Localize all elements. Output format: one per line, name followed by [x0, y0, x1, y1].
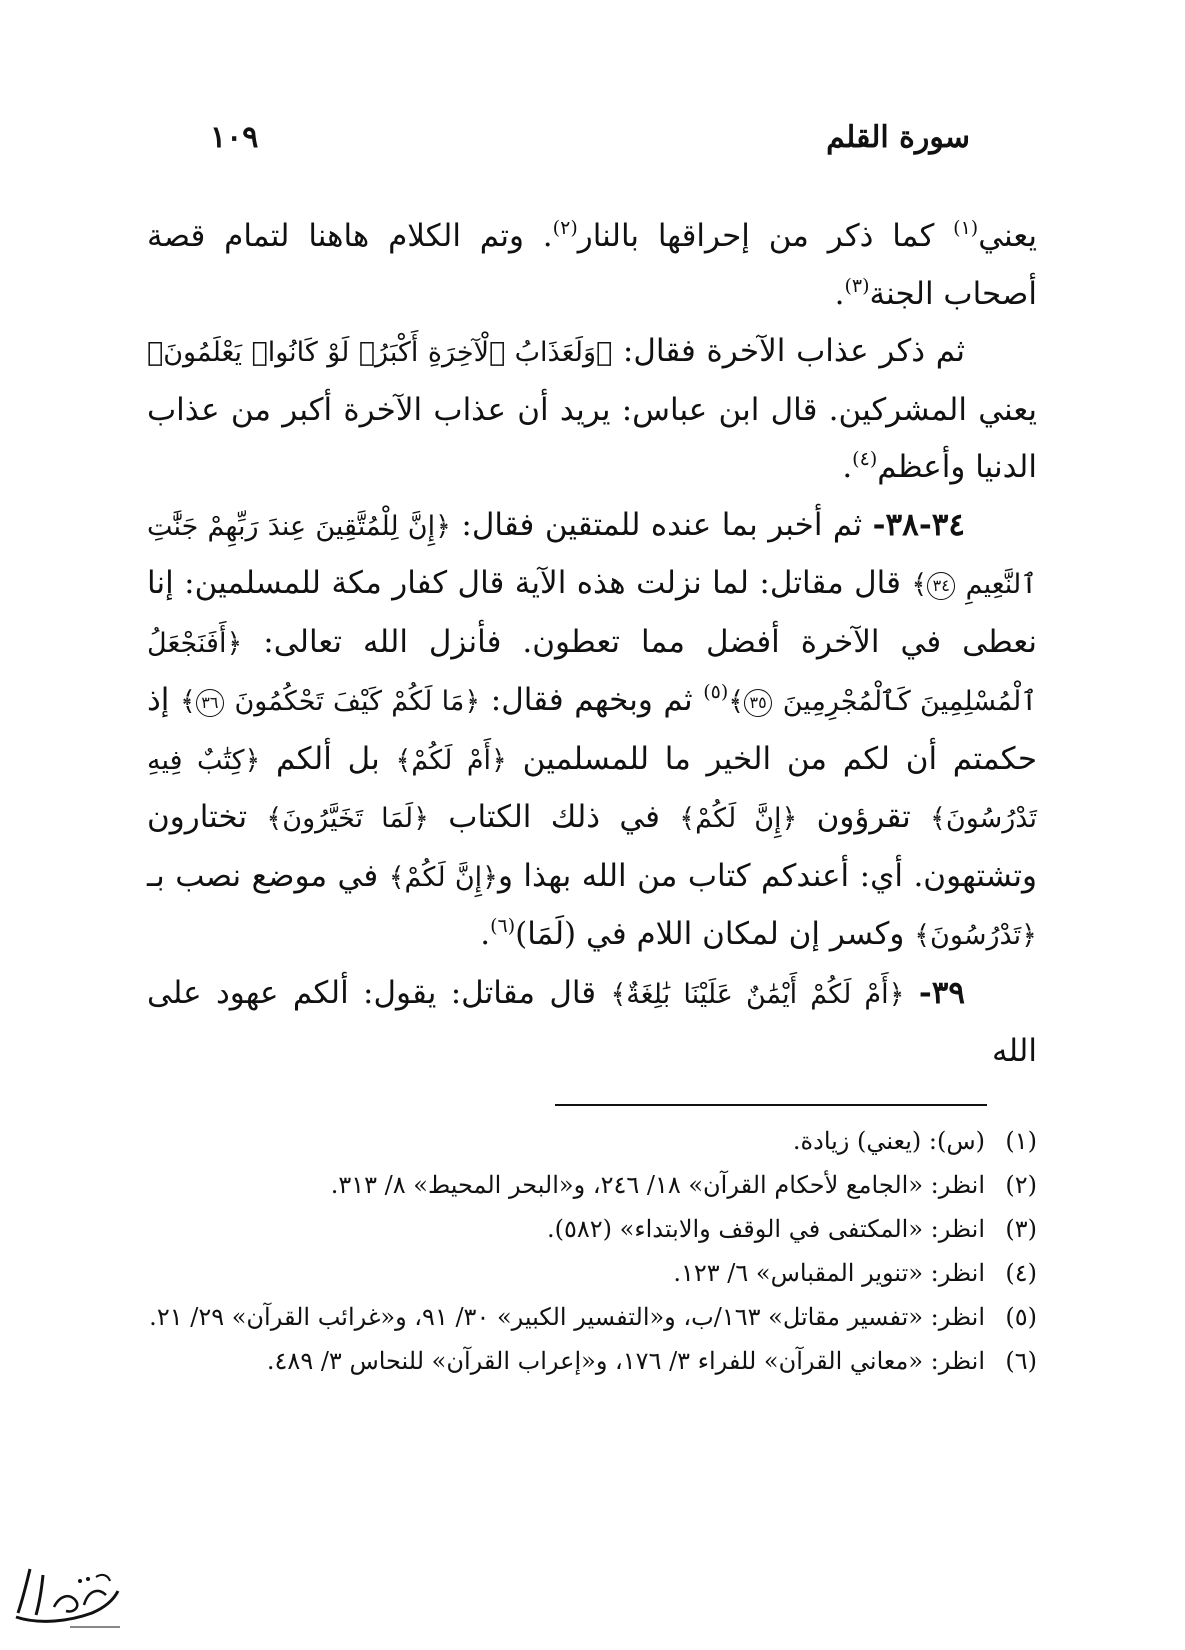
footnote-text: (س): (يعني) زيادة.: [792, 1127, 985, 1155]
footnote-ref-5: (٥): [703, 681, 729, 703]
paragraph-4: ٣٩- ﴿أَمْ لَكُمْ أَيْمَٰنٌ عَلَيْنَا بَٰلِغَةٌ﴾ قال مقاتل: يقول: ألكم عهود على الله: [147, 974, 1037, 1069]
footnote-number: (٤): [1005, 1259, 1037, 1287]
verse-number-marker: ٣٥: [744, 689, 772, 717]
footnote: [137, 1251, 1037, 1295]
footnote-number: (١): [1005, 1127, 1037, 1155]
paragraph-1: يعني$^{(١)}$ كما ذكر من إحراقها بالنار$^{(٢)}$. وتم الكلام هاهنا لتمام قصة أصحاب الجنة$^{(٣)}$.: [147, 217, 1037, 312]
footnote: [137, 1295, 1037, 1339]
footnote-separator: [555, 1104, 987, 1106]
quran-quote: ﴿إِنَّ لِلْمُتَّقِينَ عِندَ رَبِّهِمْ جَنَّٰتِ ٱلنَّعِيمِ: [147, 510, 1037, 600]
publisher-calligraphy-logo-icon: [10, 1555, 130, 1635]
footnote: [137, 1119, 1037, 1163]
footnote-number: (٥): [1005, 1303, 1037, 1331]
verse-number-marker: ٣٦: [196, 689, 224, 717]
quran-quote: ﴿وَلَعَذَابُ ٱلْآخِرَةِ أَكْبَرُۚ لَوْ كَانُوا۟ يَعْلَمُونَ﴾: [147, 337, 613, 368]
footnote-ref-2: (٢): [552, 217, 578, 239]
quran-quote: ﴿تَدْرُسُونَ﴾: [914, 920, 1037, 951]
paragraph-3: ٣٤-٣٨- ثم أخبر بما عنده للمتقين فقال: ﴿إِنَّ لِلْمُتَّقِينَ عِندَ رَبِّهِمْ جَنَّٰتِ ٱلنَّعِيمِ ٣٤﴾ قال مقاتل: لما نزلت هذه الآية قال كفار مكة للمسلمين: إنا نعطى في الآخرة أفضل مما تعطون. فأنزل الله تعالى: ﴿أَفَنَجْعَلُ ٱلْمُسْلِمِينَ كَٱلْمُجْرِمِينَ ٣٥﴾$^{(٥)}$ ثم وبخهم فقال: ﴿مَا لَكُمْ كَيْفَ تَحْكُمُونَ ٣٦﴾ إذ حكمتم أن لكم من الخير ما للمسلمين ﴿أَمْ لَكُمْ﴾ بل ألكم ﴿كِتَٰبٌ فِيهِ تَدْرُسُونَ﴾ تقرؤون ﴿إِنَّ لَكُمْ﴾ في ذلك الكتاب ﴿لَمَا تَخَيَّرُونَ﴾ تختارون وتشتهون. أي: أعندكم كتاب من الله بهذا و﴿إِنَّ لَكُمْ﴾ في موضع نصب بـ ﴿تَدْرُسُونَ﴾ وكسر إن لمكان اللام في (لَمَا)$^{(٦)}$.: [147, 506, 1038, 952]
footnote-ref-4: (٤): [852, 448, 878, 470]
quran-quote: ﴿مَا لَكُمْ كَيْفَ تَحْكُمُونَ: [234, 686, 481, 717]
verse-range-number: ٣٤-٣٨-: [872, 506, 965, 543]
footnote-ref-3: (٣): [844, 274, 870, 297]
verse-number-marker: ٣٤: [927, 572, 955, 600]
quran-quote: ﴿أَمْ لَكُمْ﴾: [395, 744, 507, 776]
surah-title: سورة القلم: [826, 120, 970, 155]
footnote: [137, 1163, 1037, 1207]
page-header: [210, 120, 970, 170]
quran-quote: ﴿إِنَّ لَكُمْ﴾: [388, 861, 498, 893]
footnote-ref-1: (١): [953, 217, 979, 239]
footnote-text: انظر: «تنوير المقباس» ٦/ ١٢٣.: [673, 1259, 985, 1287]
quran-quote: ﴿لَمَا تَخَيَّرُونَ﴾: [266, 803, 429, 834]
footnote-text: انظر: «المكتفى في الوقف والابتداء» (٥٨٢).: [547, 1215, 985, 1243]
footnote-number: (٣): [1005, 1215, 1037, 1243]
footnote-ref-6: (٦): [490, 915, 516, 937]
paragraph-2: ثم ذكر عذاب الآخرة فقال: ﴿وَلَعَذَابُ ٱلْآخِرَةِ أَكْبَرُۚ لَوْ كَانُوا۟ يَعْلَمُونَ﴾ يعني المشركين. قال ابن عباس: يريد أن عذاب الآخرة أكبر من عذاب الدنيا وأعظم$^{(٤)}$.: [147, 333, 1037, 485]
quran-quote: ﴿كِتَٰبٌ فِيهِ تَدْرُسُونَ﴾: [147, 744, 1037, 834]
footnotes: [137, 1119, 1037, 1383]
calligraphy-icon: [10, 1555, 130, 1635]
footnote-text: انظر: «الجامع لأحكام القرآن» ١٨/ ٢٤٦، و«البحر المحيط» ٨/ ٣١٣.: [330, 1171, 985, 1199]
quran-quote: ﴿إِنَّ لَكُمْ﴾: [679, 803, 798, 834]
footnote-number: (٦): [1005, 1347, 1037, 1375]
footnote-number: (٢): [1005, 1171, 1037, 1199]
footnote: [137, 1339, 1037, 1383]
quran-quote: ﴿أَفَنَجْعَلُ ٱلْمُسْلِمِينَ كَٱلْمُجْرِمِينَ: [147, 627, 1038, 717]
footnote: [137, 1207, 1037, 1251]
footnote-text: انظر: «تفسير مقاتل» ١٦٣/ب، و«التفسير الكبير» ٣٠/ ٩١، و«غرائب القرآن» ٢٩/ ٢١.: [149, 1303, 985, 1331]
main-text: [147, 208, 1037, 1081]
page-number: ١٠٩: [210, 120, 259, 155]
verse-number: ٣٩-: [918, 974, 966, 1011]
footnote-text: انظر: «معاني القرآن» للفراء ٣/ ١٧٦، و«إعراب القرآن» للنحاس ٣/ ٤٨٩.: [266, 1347, 985, 1375]
quran-quote: ﴿أَمْ لَكُمْ أَيْمَٰنٌ عَلَيْنَا بَٰلِغَةٌ﴾: [610, 978, 905, 1010]
